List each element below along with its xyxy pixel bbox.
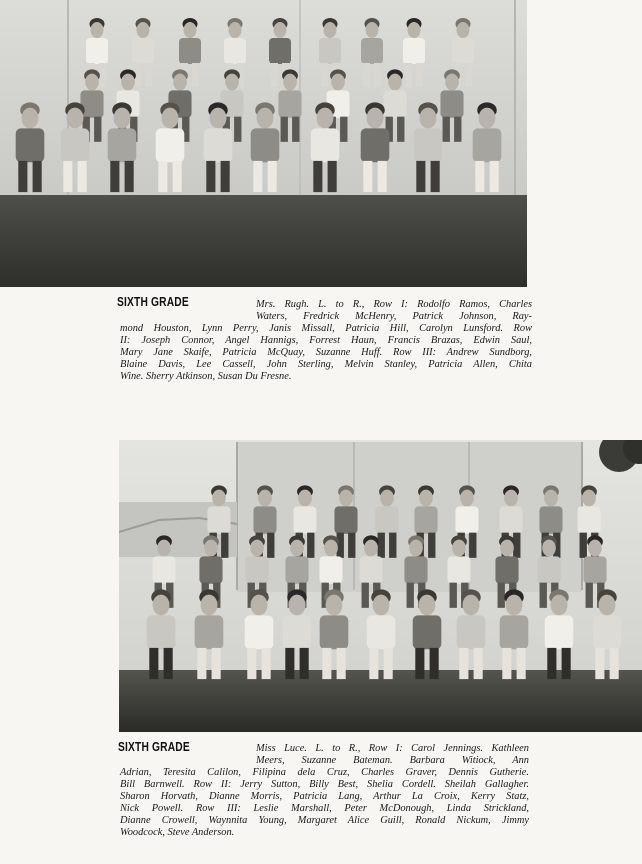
class-photo-miss-luce — [119, 440, 642, 732]
photo-illustration — [119, 440, 642, 732]
photo-illustration — [0, 0, 527, 287]
caption-line: Miss Luce. L. to R., Row I: Carol Jennings. Kathleen — [256, 743, 529, 754]
class-photo-mrs-rugh — [0, 0, 527, 287]
caption-line: II: Joseph Connor, Angel Hannigs, Forrest Haun, Francis Brazas, Edwin Saul, — [120, 335, 532, 347]
caption-line: Wine. Sherry Atkinson, Susan Du Fresne. — [120, 371, 292, 383]
caption-line: Mary Jane Skaife, Patricia McQuay, Suzanne Huff. Row III: Andrew Sundborg, — [120, 347, 532, 359]
caption-line: Dianne Crowell, Waynnita Young, Margaret Alice Guill, Ronald Nickum, Jimmy — [120, 815, 529, 827]
section-heading: SIXTH GRADE — [118, 740, 190, 754]
caption-line: Woodcock, Steve Anderson. — [120, 827, 235, 839]
photo-caption — [120, 299, 532, 383]
caption-line: Sharon Horvath, Dianne Morris, Patricia Lang, Arthur La Croix, Kerry Statz, — [120, 791, 529, 803]
photo-caption — [120, 743, 529, 839]
caption-line: Nick Powell. Row III: Leslie Marshall, Peter McDonough, Linda Strickland, — [120, 803, 529, 815]
caption-line: Waters, Fredrick McHenry, Patrick Johnson, Ray- — [256, 311, 532, 323]
caption-line: Mrs. Rugh. L. to R., Row I: Rodolfo Ramos, Charles — [256, 299, 532, 310]
section-heading: SIXTH GRADE — [117, 295, 189, 309]
caption-line: mond Houston, Lynn Perry, Janis Missall, Patricia Hill, Carolyn Lunsford. Row — [120, 323, 532, 335]
caption-line: Meers, Suzanne Bateman. Barbara Witiock, Ann — [256, 755, 529, 767]
caption-line: Bill Barnwell. Row II: Jerry Sutton, Billy Best, Shelia Cordell. Sheilah Gallagher. — [120, 779, 529, 791]
caption-line: Adrian, Teresita Calilon, Filipina dela Cruz, Charles Graver, Dennis Gutherie. — [120, 767, 529, 779]
caption-line: Blaine Davis, Lee Cassell, John Sterling, Melvin Stanley, Patricia Allen, Chita — [120, 359, 532, 371]
